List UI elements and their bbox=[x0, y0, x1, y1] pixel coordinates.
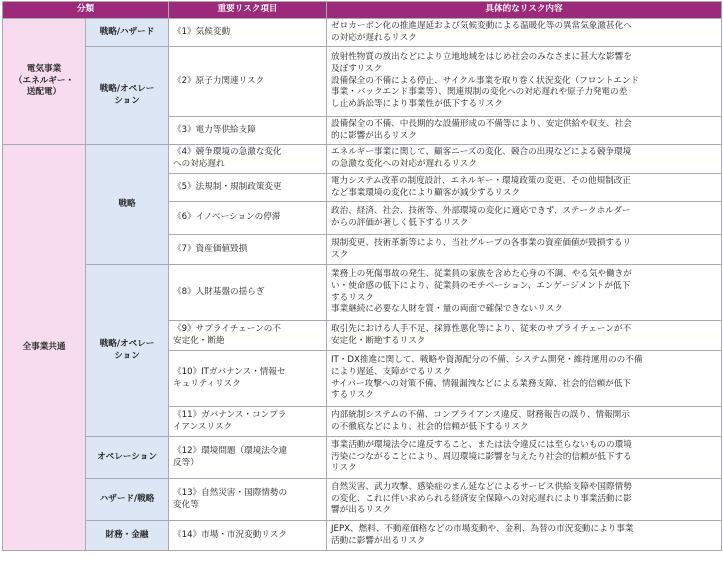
sub-category: 戦略/ハザード bbox=[86, 19, 169, 47]
table-row bbox=[3, 437, 722, 479]
header-risk-item: 重要リスク項目 bbox=[169, 2, 327, 19]
table-row bbox=[3, 521, 722, 551]
risk-detail: 規制変更、技術革新等により、当社グループの各事業の資産価値が毀損するリ スク bbox=[327, 235, 722, 265]
risk-item: 《10》ITガバナンス・情報セ キュリティリスク bbox=[169, 351, 327, 407]
risk-detail: 政治、経済、社会、技術等、外部環境の変化に適応できず、ステークホルダー からの評価が著しく低下するリスク bbox=[327, 202, 722, 235]
header-risk-detail: 具体的なリスク内容 bbox=[327, 2, 722, 19]
risk-detail: JEPX、燃料、不動産価格などの市場変動や、金利、為替の市況変動により事業 活動に影響が出るリスク bbox=[327, 521, 722, 551]
risk-detail: 取引先における人手不足、採算性悪化等により、従来のサプライチェーンが不 安定化・断絶するリスク bbox=[327, 321, 722, 351]
table-row bbox=[3, 479, 722, 521]
risk-item: 《8》人財基盤の揺らぎ bbox=[169, 265, 327, 321]
risk-detail: IT・DX推進に関して、戦略や資源配分の不備、システム開発・維持運用のの不備 により遅延、支障がでるリスク サイバー攻撃への対策不備、情報漏洩などによる業務支障、社会的信頼が低下 するリスク bbox=[327, 351, 722, 407]
risk-item: 《14》市場・市況変動リスク bbox=[169, 521, 327, 551]
risk-detail: 電力システム改革の制度設計、エネルギー・環境政策の変更、その他規制改正 など事業環境の変化により顧客が減少するリスク bbox=[327, 174, 722, 202]
sub-category: ハザード/戦略 bbox=[86, 479, 169, 521]
sub-category: オペレーション bbox=[86, 437, 169, 479]
risk-item: 《4》競争環境の急激な変化 への対応遅れ bbox=[169, 145, 327, 174]
risk-detail: ゼロカーボン化の推進遅延および気候変動による温暖化等の異常気象激甚化へ の対応が遅れるリスク bbox=[327, 19, 722, 47]
sub-category: 戦略/オペレー ション bbox=[86, 47, 169, 145]
risk-item: 《12》環境問題（環境法令違 反等） bbox=[169, 437, 327, 479]
risk-detail: 内部統制システムの不備、コンプライアンス違反、財務報告の誤り、情報開示 の不徹底などにより、社会的信頼が低下するリスク bbox=[327, 407, 722, 437]
risk-detail: 業務上の死傷事故の発生、従業員の家族を含めた心身の不調、やる気や働きが い・使命感の低下により、従業員のモチベーション、エンゲージメントが低下 するリスク 事業継続に必要な人財を質・量の両面で確保できないリスク bbox=[327, 265, 722, 321]
sub-category: 戦略 bbox=[86, 145, 169, 265]
group-electric: 電気事業 （エネルギー・ 送配電） bbox=[3, 19, 86, 145]
table-row bbox=[3, 145, 722, 174]
risk-item: 《1》気候変動 bbox=[169, 19, 327, 47]
risk-item: 《2》原子力関連リスク bbox=[169, 47, 327, 117]
header-row bbox=[3, 2, 722, 19]
risk-table bbox=[2, 1, 722, 551]
risk-item: 《11》ガバナンス・コンプラ イアンスリスク bbox=[169, 407, 327, 437]
sub-category: 財務・金融 bbox=[86, 521, 169, 551]
risk-item: 《7》資産価値毀損 bbox=[169, 235, 327, 265]
risk-detail: 放射性物質の放出などにより立地地域をはじめ社会のみなさまに甚大な影響を 及ぼすリスク 設備保全の不備による停止、サイクル事業を取り巻く状況変化（フロントエンド 事業・バックエンド事業等）、関連規制の変化への対応遅れや原子力発電の差 し止め訴訟等により事業性が低下するリスク bbox=[327, 47, 722, 117]
risk-detail: 設備保全の不備、中長期的な設備形成の不備等により、安定供給や収支、社会 的に影響が出るリスク bbox=[327, 117, 722, 145]
risk-item: 《6》イノベーションの停滞 bbox=[169, 202, 327, 235]
risk-item: 《5》法規制・規制政策変更 bbox=[169, 174, 327, 202]
risk-item: 《9》サプライチェーンの不 安定化・断絶 bbox=[169, 321, 327, 351]
header-category: 分類 bbox=[3, 2, 169, 19]
table-row bbox=[3, 265, 722, 321]
table-row bbox=[3, 47, 722, 117]
sub-category: 戦略/オペレー ション bbox=[86, 265, 169, 437]
risk-item: 《3》電力等供給支障 bbox=[169, 117, 327, 145]
risk-detail: エネルギー事業に関して、顧客ニーズの変化、競合の出現などによる競争環境 の急激な変化への対応が遅れるリスク bbox=[327, 145, 722, 174]
risk-detail: 事業活動が環境法令に違反すること、または法令違反には至らないものの環境 汚染につながることにより、周辺環境に影響を与えたり社会的信頼が低下する リスク bbox=[327, 437, 722, 479]
risk-item: 《13》自然災害・国際情勢の 変化等 bbox=[169, 479, 327, 521]
table-row bbox=[3, 19, 722, 47]
risk-detail: 自然災害、武力攻撃、感染症のまん延などによるサービス供給支障や国際情勢 の変化、これに伴い求められる経済安全保障への対応遅れにより事業活動に影 響が出るリスク bbox=[327, 479, 722, 521]
group-common: 全事業共通 bbox=[3, 145, 86, 551]
